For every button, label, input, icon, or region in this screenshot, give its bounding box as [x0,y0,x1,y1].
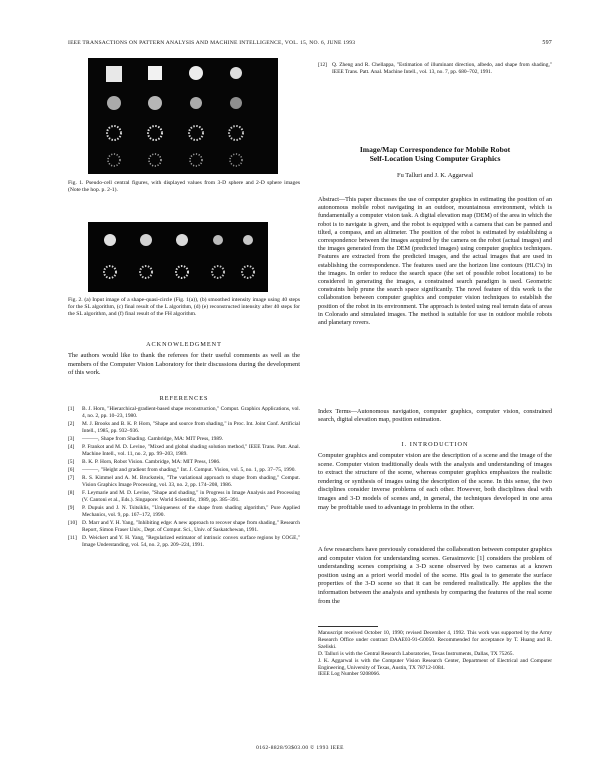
reference-item [68,459,300,466]
reference-text: R. S. Kimmel and A. M. Bruckstein, "The variational approach to shape from shading," Comput. Vision Graphics Image Processing, vol. 33, no. 2, pp. 174–208, 1986. [82,475,300,489]
reference-number: [3] [68,436,75,442]
right-top-reference [318,62,552,77]
reference-item [68,467,300,474]
references-list [68,406,300,550]
reference-number: [6] [68,467,75,474]
reference-text: P. Frankot and M. D. Levine, "Mixed and global shading solution method," IEEE Trans. Patt. Anal. Machine Intell., vol. 11, no. 2, pp. 99–203, 1989. [82,444,300,457]
reference-item [68,505,300,519]
reference-text: M. J. Brooks and B. K. P. Horn, "Shape and source from shading," in Proc. Int. Joint Conf. Artificial Intell., 1985, pp. 932–936. [82,421,300,434]
figure-1-caption: Fig. 1. Pseudo-cell central figures, with displayed values from 3-D sphere and 2-D sphere images (Note the hop. p. 2-1). [68,180,300,194]
reference-item [68,421,300,435]
acknowledgment-text: The authors would like to thank the referees for their useful comments as well as the members of the Computer Vision Laboratory for their discussions during the development of this work. [68,352,300,377]
copyright-code: 0162-8828/93$03.00 © 1993 IEEE [256,745,344,751]
reference-text: D. Marr and Y. H. Yang, "Inhibiting edge: A new approach to recover shape from shading," Research Report, Simon Fraser Univ., Dept. of Comput. Sci., Univ. of Saskatchewan, 1991. [82,520,300,534]
reference-item [68,520,300,534]
reference-item [68,444,300,458]
reference-number: [8] [68,490,75,497]
article-title-block [318,145,552,179]
article-index-terms: Index Terms—Autonomous navigation, computer graphics, computer vision, constrained search, digital elevation map, position estimation. [318,408,552,424]
page-number: 597 [542,40,552,46]
reference-number: [5] [68,459,75,466]
running-head-text: IEEE TRANSACTIONS ON PATTERN ANALYSIS AND MACHINE INTELLIGENCE, VOL. 15, NO. 6, JUNE 1993 [68,40,356,46]
footnote-manuscript: Manuscript received October 10, 1990; revised December 4, 1992. This work was supported by the Army Research Office under contract DAAE03-91-G0050. Recommended for acceptance by T. Huang and R. Szeliski. [318,630,552,650]
reference-text: Q. Zheng and R. Chellappa, "Estimation of illuminant direction, albedo, and shape from shading," IEEE Trans. Patt. Anal. Machine Intell., vol. 13, no. 7, pp. 680–702, 1991. [332,62,552,75]
reference-text: ———, "Height and gradient from shading," Int. J. Comput. Vision, vol. 5, no. 1, pp. 37–75, 1990. [82,467,296,474]
figure-2-caption: Fig. 2. (a) Input image of a shape-quasi-circle (Fig. 1(a)), (b) smoothed intensity image using 40 steps for the SL algorithm, (c) final result of the L algorithm, (d) (e) reconstructed intensity after 40 steps for the SL algorithm, and (f) final result of the FH algorithm. [68,297,300,318]
figure-1-image [88,58,278,174]
reference-item [68,406,300,420]
footnotes [318,630,552,678]
footnote-author-1: D. Talluri is with the Central Research Laboratories, Texas Instruments, Dallas, TX 75265. [318,650,514,657]
article-abstract: Abstract—This paper discusses the use of computer graphics in estimating the position of an autonomous mobile robot navigating in an outdoor, mountainous environment, which is fundamentally a computer vision task. A digital elevation map (DEM) of the area in which the robot is to navigate is given, and the robot is equipped with a camera that can be panned and tilted, a compass, and an altimeter. The position of the robot is estimated by establishing a correspondence between the images acquired by the camera on the robot (actual images) and the images generated from the DEM (predicted images) using computer graphics techniques. Features are extracted from the predicted images, and the actual images that are used in establishing the correspondence. The features used are the horizon line contours (HLC's) in the images. In order to reduce the search space (the set of possible robot locations) to be considered in generating the images, a constrained search paradigm is used. Geometric constraints help prune the search space significantly. The novel feature of this work is the collaboration between computer graphics and computer vision techniques to establish the position of the robot in its environment. The approach is tested using real terrain data of areas in Colorado and simulated images. The method is suitable for use in outdoor mobile robots and planetary rovers. [318,196,552,327]
reference-number: [11] [68,535,77,542]
reference-number: [2] [68,421,75,427]
footnote-log-number: IEEE Log Number 9208066. [318,671,381,678]
introduction-paragraph-1: Computer graphics and computer vision are the description of a scene and the image of the scene. Computer vision traditionally deals with the analysis and understanding of images to extract the structure of the scene, whereas computer graphics emphasizes the realistic rendering or synthesis of images using the description of the scene. In this sense, the two disciplines consider inverse problems of each other. However, both disciplines deal with images and 3-D models of scenes and, in general, the techniques developed in one area may be profitable used to advantage in problems in the other. [318,452,552,511]
reference-item [68,475,300,489]
references-heading: REFERENCES [159,395,209,402]
reference-text: D. Weickert and Y. H. Yang, "Regularized estimator of intrinsic convex surface regions by COGE," Image Understanding, vol. 54, no. 2, pp. 209–224, 1991. [82,535,300,549]
reference-number: [12] [318,62,327,68]
reference-item [68,490,300,504]
figure-1-svg [88,58,278,174]
reference-text: P. Dupuis and J. N. Tsitsiklis, "Uniqueness of the shape from shading algorithm," Pure Applied Mechanics, vol. 9, pp. 167–172, 1990. [82,505,300,519]
article-authors: Fu Talluri and J. K. Aggarwal [397,171,473,179]
reference-number: [10] [68,520,77,527]
reference-number: [4] [68,444,75,451]
reference-number: [1] [68,406,75,412]
reference-text: F. Leymarie and M. D. Levine, "Shape and shading," in Progress in Image Analysis and Processing (V. Cantoni et al., Eds.). Singapore: World Scientific, 1989, pp. 385–391. [82,490,300,504]
reference-item [68,535,300,549]
reference-number: [9] [68,505,75,512]
introduction-paragraph-2: A few researchers have previously considered the collaboration between computer graphics and computer vision for understanding scenes. Gerasimovic [1] considers the problem of understanding scenes comprising a 3-D scene observed by two cameras at a known position using an a priori world model of the scene. His goal is to generate the surface properties of the 3-D scene so that it can be rendered realistically. He applies the the information between the analysis and synthesis by comparing the features of the real scene from the [318,546,552,605]
reference-text: B. J. Horn, "Hierarchical-gradient-based shape reconstruction," Comput. Graphics Applications, vol. 4, no. 2, pp. 10–23, 1980. [82,406,300,419]
reference-number: [7] [68,475,75,482]
reference-item [318,62,552,76]
footnote-rule [318,626,378,627]
article-title-line-1: Image/Map Correspondence for Mobile Robot [359,145,511,154]
figure-2-svg [88,222,268,292]
footnote-author-2: J. K. Aggarwal is with the Computer Vision Research Center, Department of Electrical and Computer Engineering, University of Texas, Austin, TX 78712-1084. [318,657,552,671]
reference-text: B. K. P. Horn, Robot Vision. Cambridge, MA: MIT Press, 1986. [82,459,221,466]
figure-2-image [88,222,268,292]
acknowledgment-heading: ACKNOWLEDGMENT [146,341,222,348]
running-header [68,40,552,46]
reference-item [68,436,300,443]
reference-text: ———, Shape from Shading. Cambridge, MA: MIT Press, 1989. [82,436,224,442]
introduction-heading: I. INTRODUCTION [401,441,469,448]
article-title-line-2: Self-Location Using Computer Graphics [369,154,501,164]
